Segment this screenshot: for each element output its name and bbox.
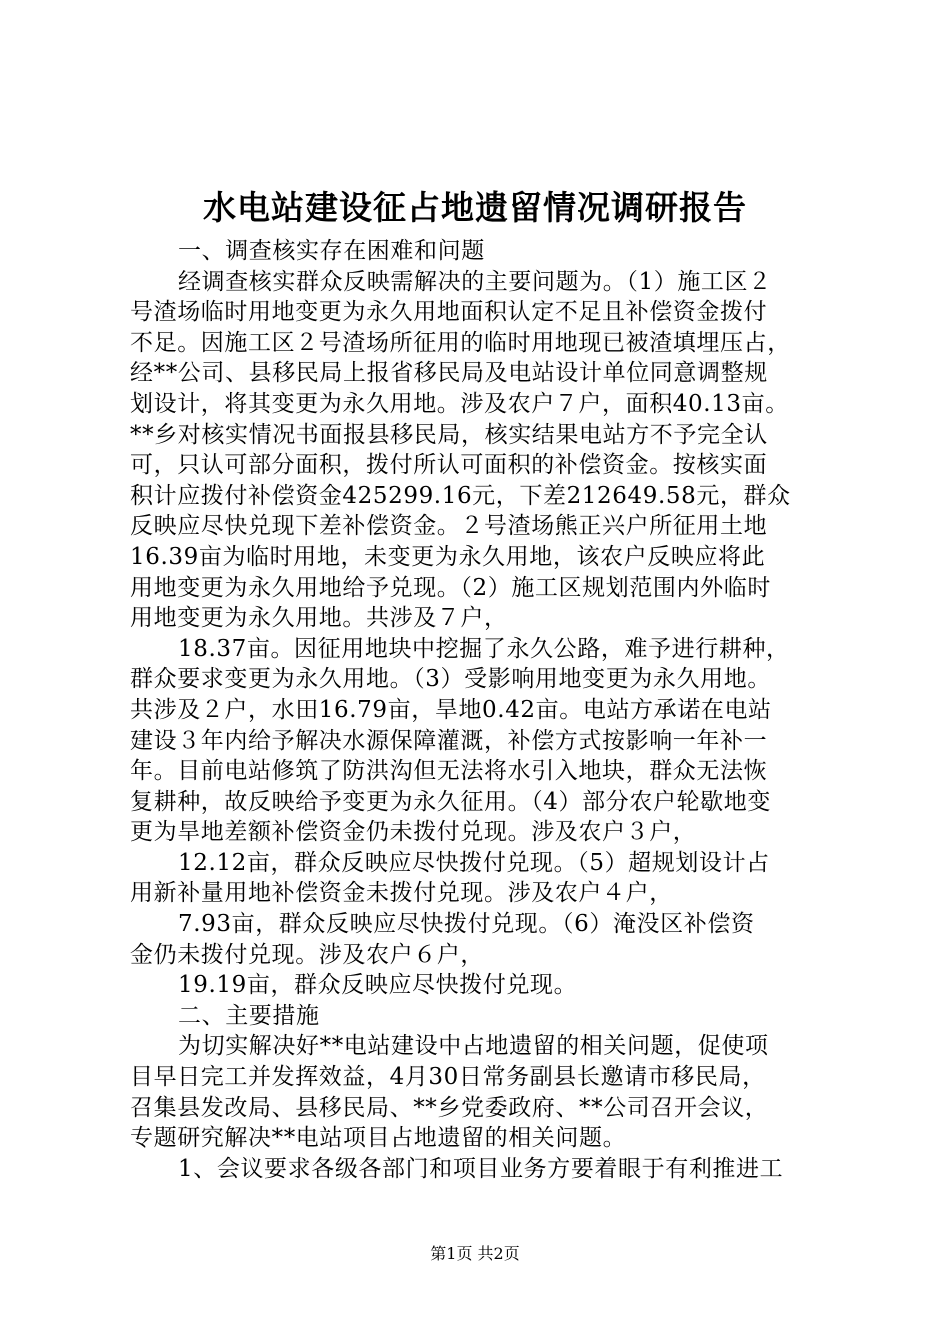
text-line: 用新补量用地补偿资金未拨付兑现。涉及农户４户， <box>130 880 673 907</box>
text-line: 积计应拨付补偿资金425299.16元，下差212649.58元，群众 <box>130 482 791 509</box>
text-line: 1、会议要求各级各部门和项目业务方要着眼于有利推进工 <box>178 1155 784 1182</box>
text-line: 划设计，将其变更为永久用地。涉及农户７户，面积40.13亩。 <box>130 390 789 417</box>
text-line: 经调查核实群众反映需解决的主要问题为。（1）施工区２ <box>178 268 772 295</box>
text-line: 19.19亩，群众反映应尽快拨付兑现。 <box>178 972 578 999</box>
text-line: 专题研究解决**电站项目占地遗留的相关问题。 <box>130 1125 627 1152</box>
text-line: 号渣场临时用地变更为永久用地面积认定不足且补偿资金拨付 <box>130 299 768 326</box>
text-line: 群众要求变更为永久用地。（3）受影响用地变更为永久用地。 <box>130 666 771 693</box>
text-line: 经**公司、县移民局上报省移民局及电站设计单位同意调整规 <box>130 360 768 387</box>
text-line: **乡对核实情况书面报县移民局，核实结果电站方不予完全认 <box>130 421 768 448</box>
text-line: 复耕种，故反映给予变更为永久征用。（4）部分农户轮歇地变 <box>130 788 771 815</box>
text-line: 用地变更为永久用地给予兑现。（2）施工区规划范围内外临时 <box>130 574 771 601</box>
document-body <box>130 236 830 1184</box>
text-line: 目早日完工并发挥效益，4月30日常务副县长邀请市移民局， <box>130 1064 766 1091</box>
text-line: 一、调查核实存在困难和问题 <box>178 238 485 264</box>
text-line: 金仍未拨付兑现。涉及农户６户， <box>130 941 484 968</box>
text-line: 7.93亩，群众反映应尽快拨付兑现。（6）淹没区补偿资 <box>178 911 755 938</box>
text-line: 召集县发改局、县移民局、**乡党委政府、**公司召开会议， <box>130 1094 769 1121</box>
text-line: 年。目前电站修筑了防洪沟但无法将水引入地块，群众无法恢 <box>130 758 768 785</box>
text-line: 更为旱地差额补偿资金仍未拨付兑现。涉及农户３户， <box>130 819 697 846</box>
text-line: 可，只认可部分面积，拨付所认可面积的补偿资金。按核实面 <box>130 452 768 479</box>
text-line: 二、主要措施 <box>178 1002 320 1029</box>
text-line: 12.12亩，群众反映应尽快拨付兑现。（5）超规划设计占 <box>178 849 770 876</box>
text-line: 不足。因施工区２号渣场所征用的临时用地现已被渣填埋压占， <box>130 329 791 356</box>
text-line: 共涉及２户，水田16.79亩，旱地0.42亩。电站方承诺在电站 <box>130 696 772 723</box>
text-line: 18.37亩。因征用地块中挖掘了永久公路，难予进行耕种， <box>178 635 790 662</box>
text-line: 反映应尽快兑现下差补偿资金。２号渣场熊正兴户所征用土地 <box>130 513 768 540</box>
text-line: 建设３年内给予解决水源保障灌溉，补偿方式按影响一年补一 <box>130 727 768 754</box>
document-title: 水电站建设征占地遗留情况调研报告 <box>203 188 747 227</box>
text-line: 16.39亩为临时用地，未变更为永久用地，该农户反映应将此 <box>130 543 766 570</box>
page-footer: 第1页 共2页 <box>430 1244 520 1263</box>
text-line: 用地变更为永久用地。共涉及７户， <box>130 605 508 632</box>
text-line: 为切实解决好**电站建设中占地遗留的相关问题，促使项 <box>178 1033 769 1060</box>
